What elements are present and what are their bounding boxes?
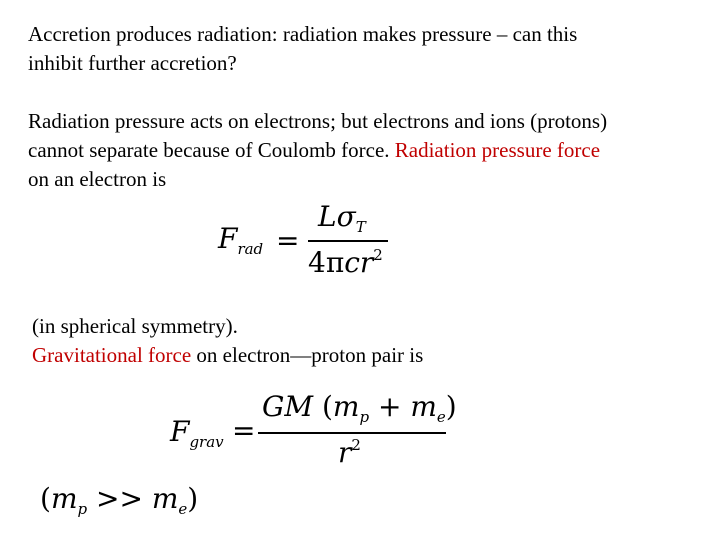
frad-lhs: $F_{rad}$ [218, 222, 264, 258]
frad-equals: = [276, 224, 300, 257]
gravity-paragraph [32, 312, 423, 370]
radiation-pressure-paragraph [28, 107, 607, 194]
frad-denominator: 4πcr$^2$ [308, 246, 383, 279]
intro-line-2: inhibit further accretion? [28, 51, 237, 75]
radiation-pressure-force-highlight: Radiation pressure force [394, 138, 601, 162]
gravity-line-1: (in spherical symmetry). [32, 314, 238, 338]
mass-ratio-condition: $(m_p >> m_e)$ [40, 482, 199, 518]
frad-fraction-bar [308, 240, 388, 242]
frad-numerator: $L\sigma_T$ [318, 200, 366, 236]
fgrav-fraction-bar [258, 432, 446, 434]
gravitational-force-highlight: Gravitational force [32, 343, 192, 367]
fgrav-lhs: $F_{grav}$ [170, 415, 224, 451]
intro-question [28, 20, 577, 78]
fgrav-numerator: GM $(m_p + m_e)$ [262, 390, 457, 426]
fgrav-equals: = [232, 414, 256, 447]
radiation-line-3: on an electron is [28, 167, 167, 191]
radiation-line-1: Radiation pressure acts on electrons; but electrons and ions (protons) [28, 109, 608, 133]
fgrav-denominator: $r^2$ [338, 436, 361, 469]
radiation-line-2-text: cannot separate because of Coulomb force. [28, 138, 390, 162]
gravity-line-2-text: on electron—proton pair is [196, 343, 424, 367]
intro-line-1: Accretion produces radiation: radiation makes pressure – can this [28, 22, 578, 46]
